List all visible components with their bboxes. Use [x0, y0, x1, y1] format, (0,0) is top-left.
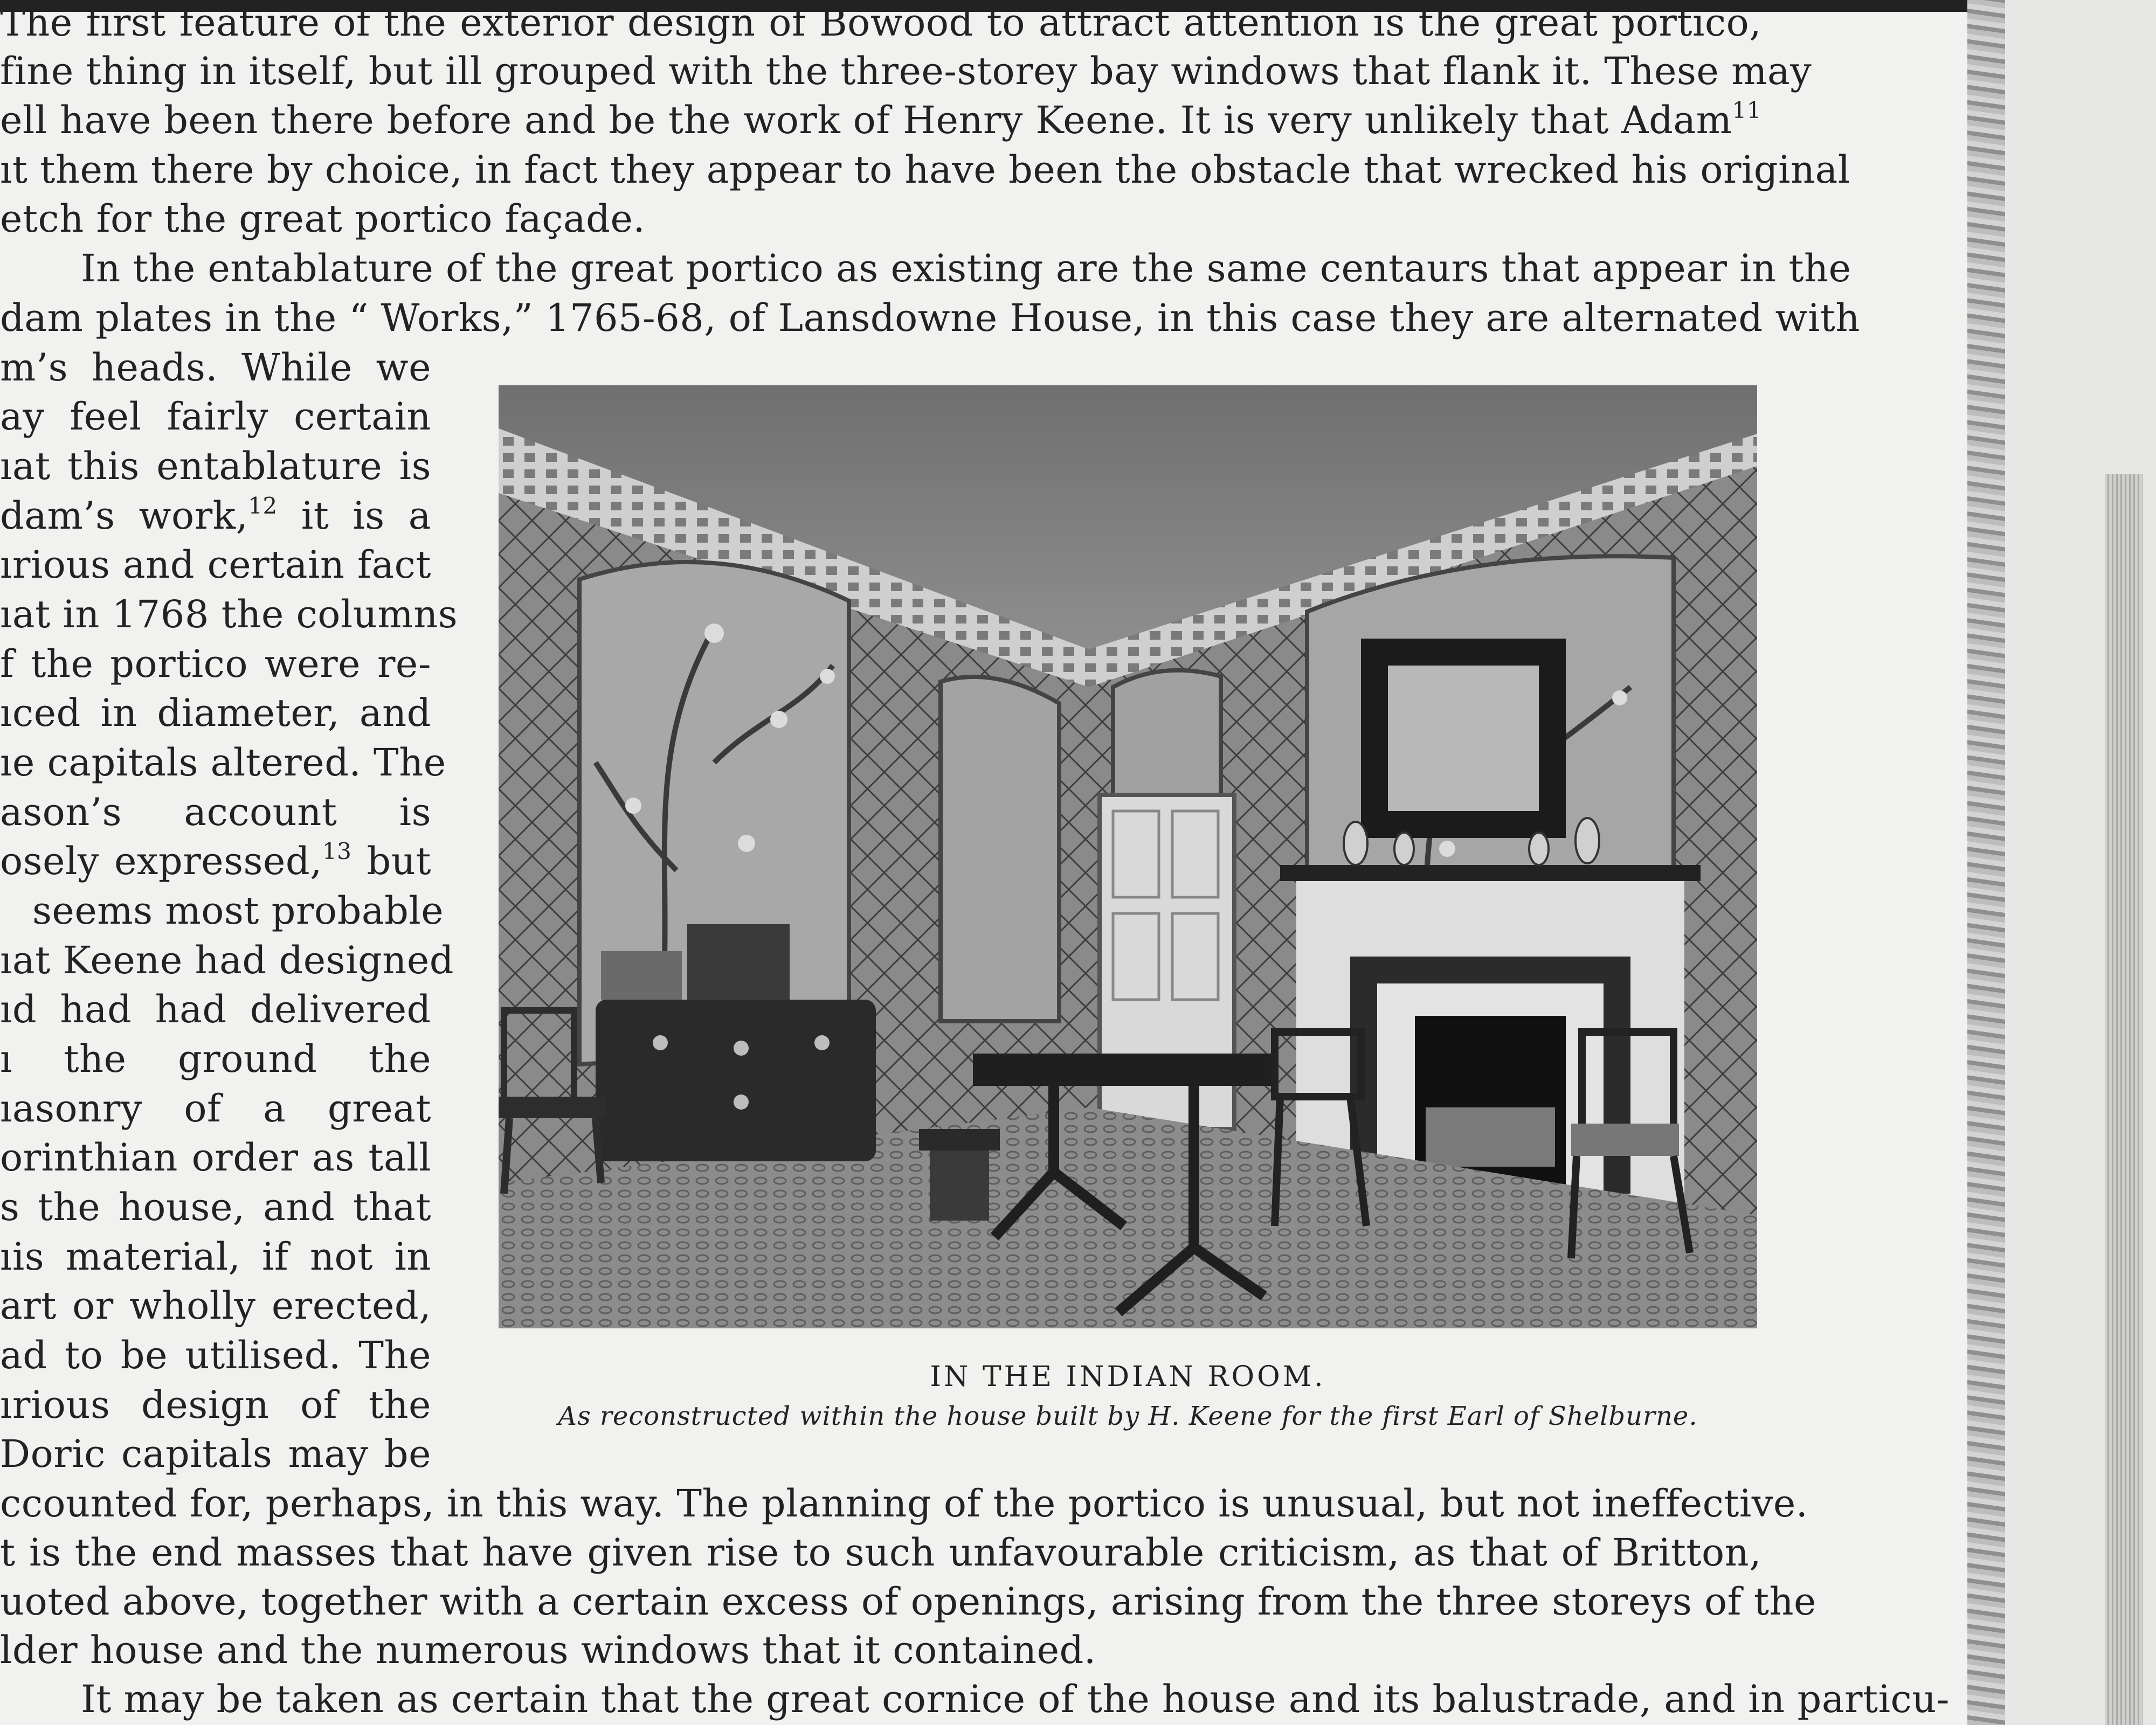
column-line: ırious and certain fact — [0, 543, 431, 587]
text-line: In the entablature of the great portico as existing are the same centaurs that appear in the — [81, 246, 1851, 290]
column-line-content: dam’s work, — [0, 494, 248, 538]
column-line: ıd had had delivered — [0, 987, 431, 1031]
text-line: etch for the great portico façade. — [0, 197, 646, 241]
column-line: orinthian order as tall — [0, 1135, 431, 1180]
column-line-content: it is a — [277, 494, 431, 538]
column-line: ay feel fairly certain — [0, 394, 431, 439]
photo-caption-subtitle: As reconstructed within the house built by H. Keene for the first Earl of Shelburne. — [558, 1401, 1698, 1431]
text-line: The first feature of the exterior design of Bowood to attract attention is the great portico, — [0, 1, 1761, 45]
text-line: ccounted for, perhaps, in this way. The planning of the portico is unusual, but not ineffective. — [0, 1481, 1808, 1526]
footnote-mark: 13 — [322, 838, 352, 864]
column-line — [0, 494, 431, 537]
text-line — [0, 99, 1761, 142]
column-line: ason’s account is — [0, 790, 431, 834]
text-line-content: ell have been there before and be the work of Henry Keene. It is very unlikely that Adam — [0, 98, 1732, 142]
text-line: dam plates in the “ Works,” 1765-68, of Lansdowne House, in this case they are alternated with — [0, 296, 1860, 340]
column-line: f the portico were re- — [0, 642, 431, 686]
text-line: It may be taken as certain that the great cornice of the house and its balustrade, and in particu- — [81, 1677, 1950, 1721]
column-line: ıat Keene had designed — [0, 938, 454, 982]
page-stack-edge — [2105, 474, 2143, 1725]
column-line: Doric capitals may be — [0, 1432, 431, 1476]
footnote-mark: 12 — [248, 493, 278, 519]
column-line: ıasonry of a great — [0, 1086, 431, 1131]
footnote-mark: 11 — [1732, 97, 1761, 123]
column-line: ıe capitals altered. The — [0, 740, 446, 785]
room-photograph — [499, 385, 1757, 1328]
text-line: fine thing in itself, but ill grouped with the three-storey bay windows that flank it. These may — [0, 49, 1812, 93]
book-binding — [1967, 0, 2005, 1725]
column-line: ıis material, if not in — [0, 1235, 431, 1279]
column-line: ıat in 1768 the columns — [0, 592, 458, 636]
column-line: m’s heads. While we — [0, 345, 431, 390]
column-line — [0, 840, 431, 883]
text-line: t is the end masses that have given rise to such unfavourable criticism, as that of Britton, — [0, 1530, 1761, 1575]
column-line: s the house, and that — [0, 1185, 431, 1229]
column-line: art or wholly erected, — [0, 1284, 431, 1328]
column-line: seems most probable — [32, 889, 444, 933]
photo-indian-room — [499, 385, 1757, 1328]
photo-caption-title: IN THE INDIAN ROOM. — [930, 1361, 1326, 1393]
column-line-content: osely expressed, — [0, 839, 322, 883]
column-line: ı the ground the — [0, 1037, 431, 1081]
text-line: ıt them there by choice, in fact they appear to have been the obstacle that wrecked his original — [0, 148, 1850, 192]
column-line: ıced in diameter, and — [0, 691, 431, 735]
column-line-content: but — [351, 839, 431, 883]
column-line: ırious design of the — [0, 1383, 431, 1427]
column-line: ıat this entablature is — [0, 444, 431, 488]
text-line: lder house and the numerous windows that it contained. — [0, 1628, 1096, 1672]
column-line: ad to be utilised. The — [0, 1333, 431, 1377]
text-line: uoted above, together with a certain excess of openings, arising from the three storeys of the — [0, 1579, 1816, 1624]
